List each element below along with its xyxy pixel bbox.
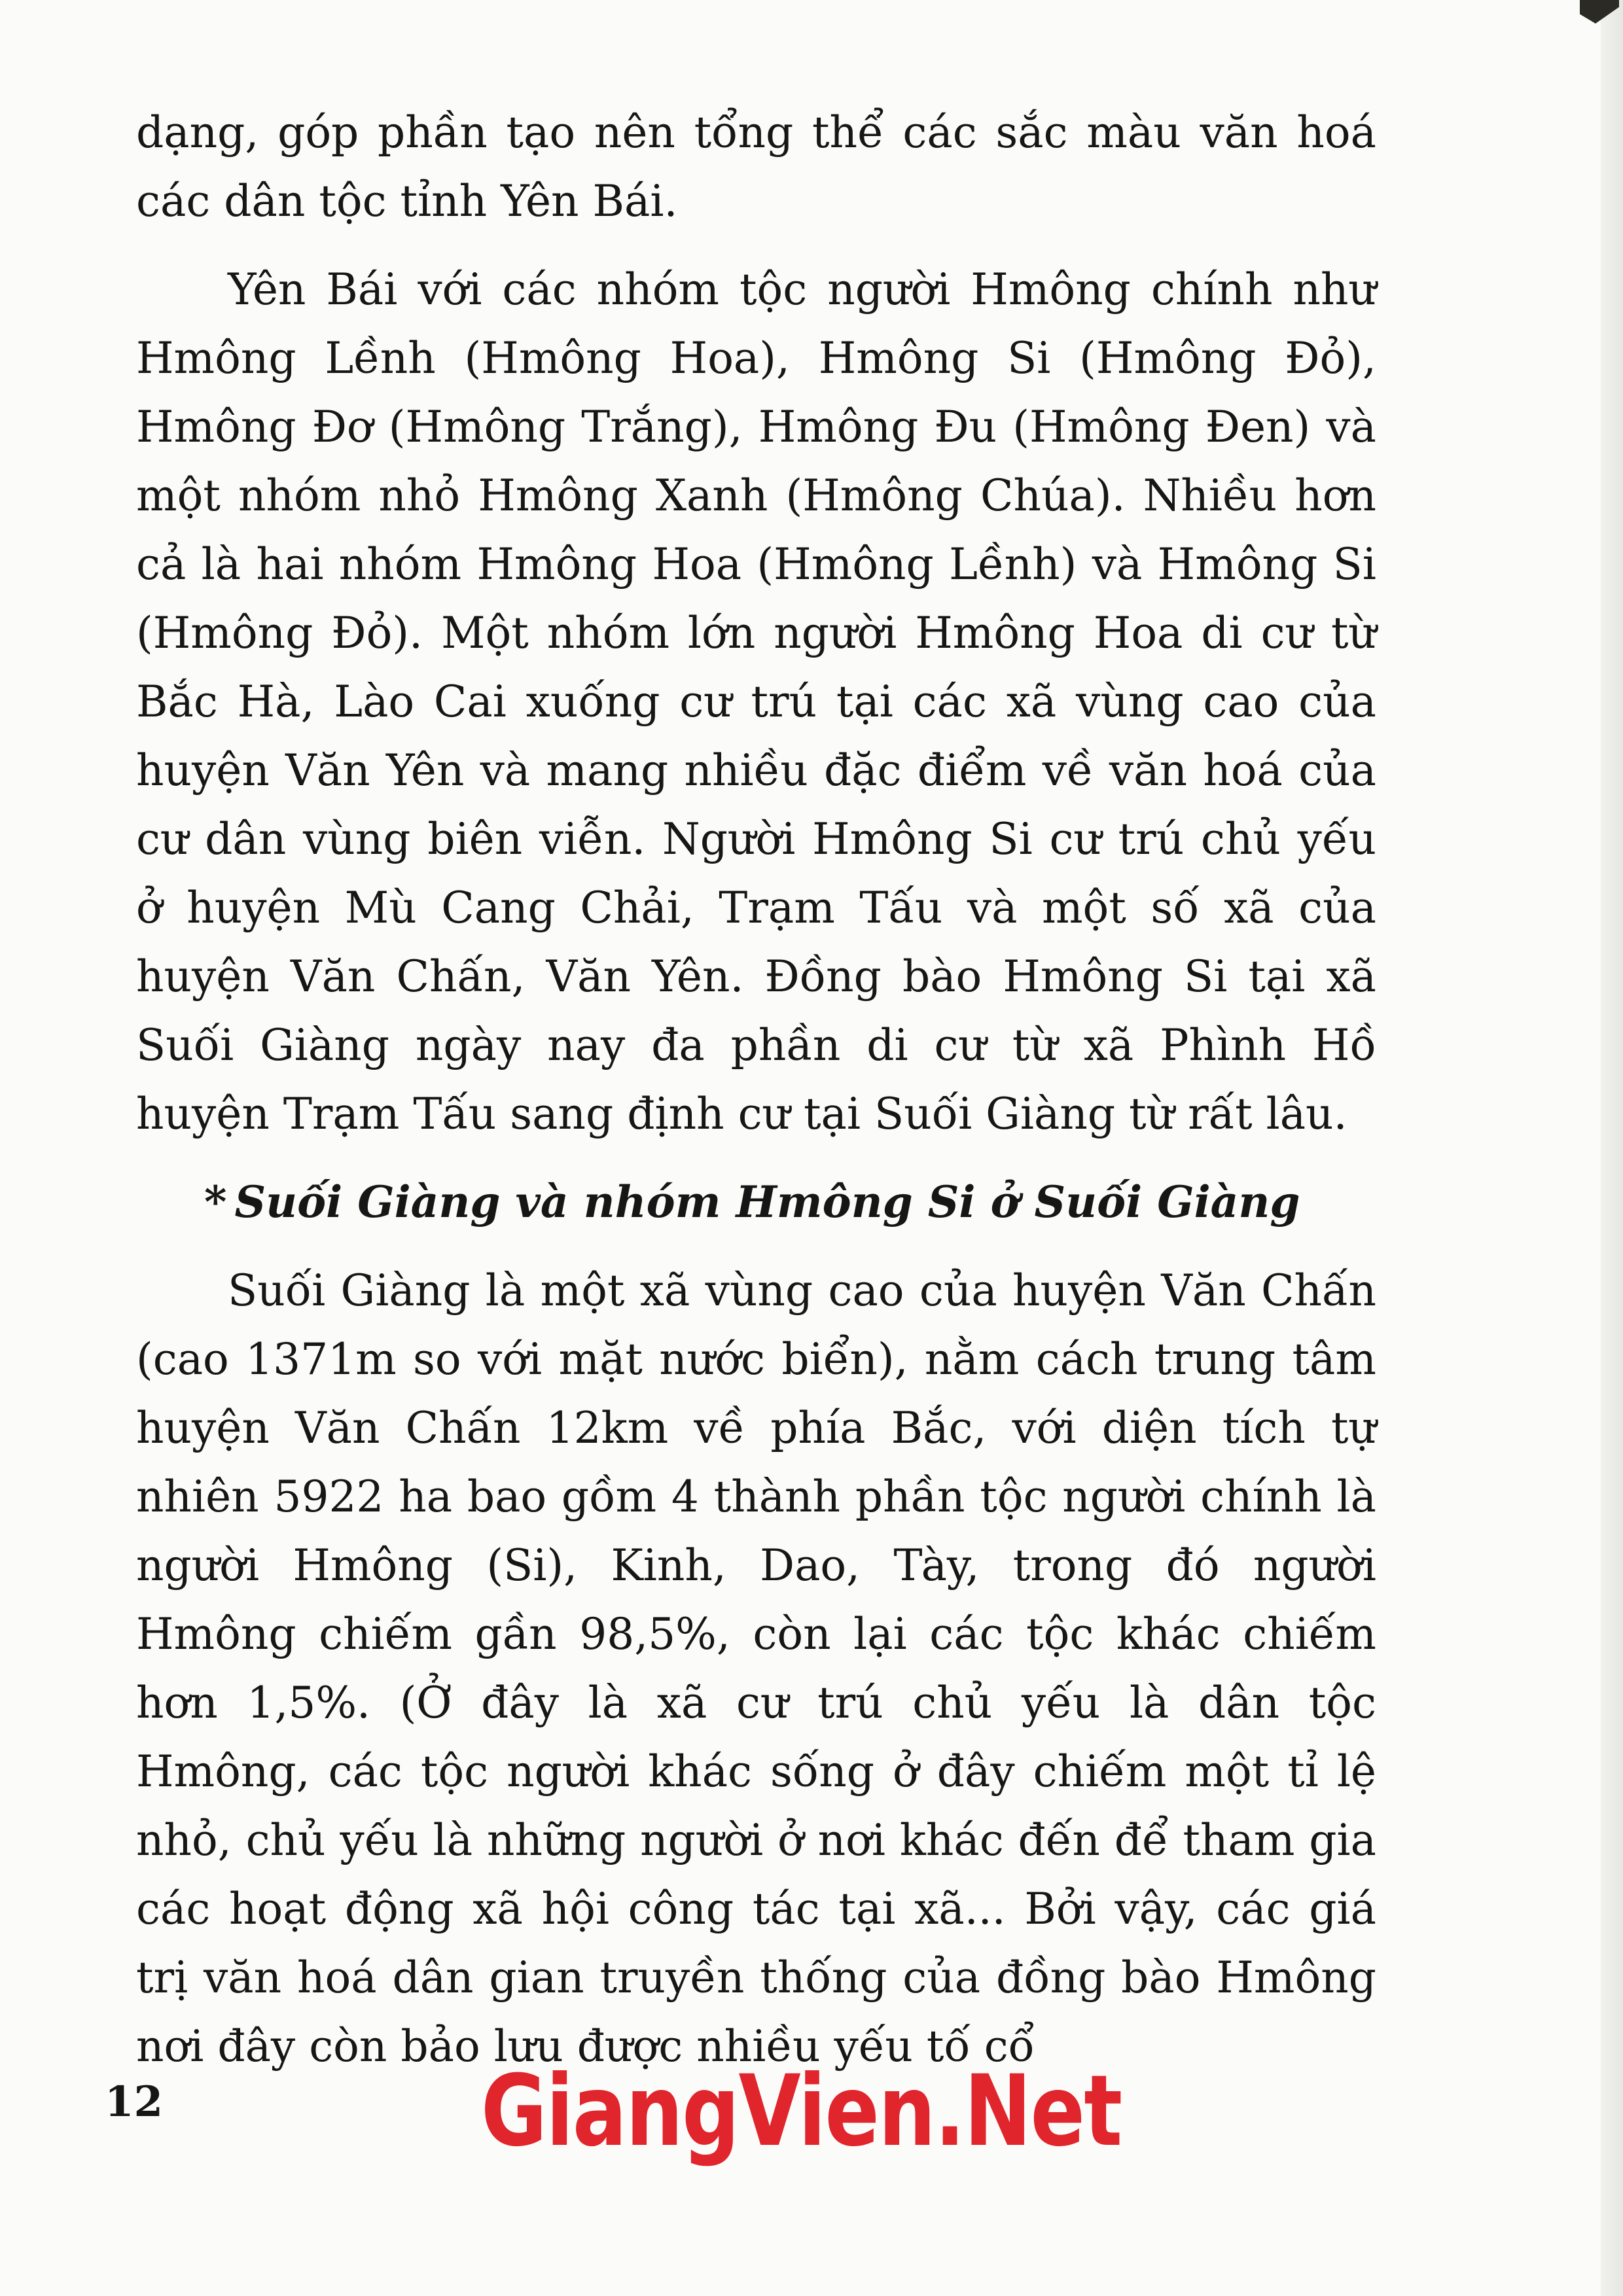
paragraph-hmong-groups: Yên Bái với các nhóm tộc người Hmông chính như Hmông Lềnh (Hmông Hoa), Hmông Si (Hmông Đỏ), Hmông Đơ (Hmông Trắng), Hmông Đu (Hmông Đen) và một nhóm nhỏ Hmông Xanh (Hmông Chúa). Nhiều hơn cả là hai nhóm Hmông Hoa (Hmông Lềnh) và Hmông Si (Hmông Đỏ). Một nhóm lớn người Hmông Hoa di cư từ Bắc Hà, Lào Cai xuống cư trú tại các xã vùng cao của huyện Văn Yên và mang nhiều đặc điểm về văn hoá của cư dân vùng biên viễn. Người Hmông Si cư trú chủ yếu ở huyện Mù Cang Chải, Trạm Tấu và một số xã của huyện Văn Chấn, Văn Yên. Đồng bào Hmông Si tại xã Suối Giàng ngày nay đa phần di cư từ xã Phình Hồ huyện Trạm Tấu sang định cư tại Suối Giàng từ rất lâu.: [136, 264, 1376, 1139]
section-heading: [136, 1168, 1376, 1237]
page-number: 12: [105, 2077, 164, 2127]
page-edge-shadow: [1601, 0, 1623, 2296]
body-text: [136, 98, 1376, 2081]
heading-marker: *: [204, 1176, 227, 1227]
paragraph-continuation: dạng, góp phần tạo nên tổng thể các sắc màu văn hoá các dân tộc tỉnh Yên Bái.: [136, 107, 1376, 226]
paragraph-suoi-giang: Suối Giàng là một xã vùng cao của huyện Văn Chấn (cao 1371m so với mặt nước biển), nằm cách trung tâm huyện Văn Chấn 12km về phía Bắc, với diện tích tự nhiên 5922 ha bao gồm 4 thành phần tộc người chính là người Hmông (Si), Kinh, Dao, Tày, trong đó người Hmông chiếm gần 98,5%, còn lại các tộc khác chiếm hơn 1,5%. (Ở đây là xã cư trú chủ yếu là dân tộc Hmông, các tộc người khác sống ở đây chiếm một tỉ lệ nhỏ, chủ yếu là những người ở nơi khác đến để tham gia các hoạt động xã hội công tác tại xã... Bởi vậy, các giá trị văn hoá dân gian truyền thống của đồng bào Hmông nơi đây còn bảo lưu được nhiều yếu tố cổ: [136, 1265, 1376, 2072]
heading-text: Suối Giàng và nhóm Hmông Si ở Suối Giàng: [234, 1176, 1300, 1227]
watermark-logo: GiangVien.Net: [481, 2055, 1122, 2168]
